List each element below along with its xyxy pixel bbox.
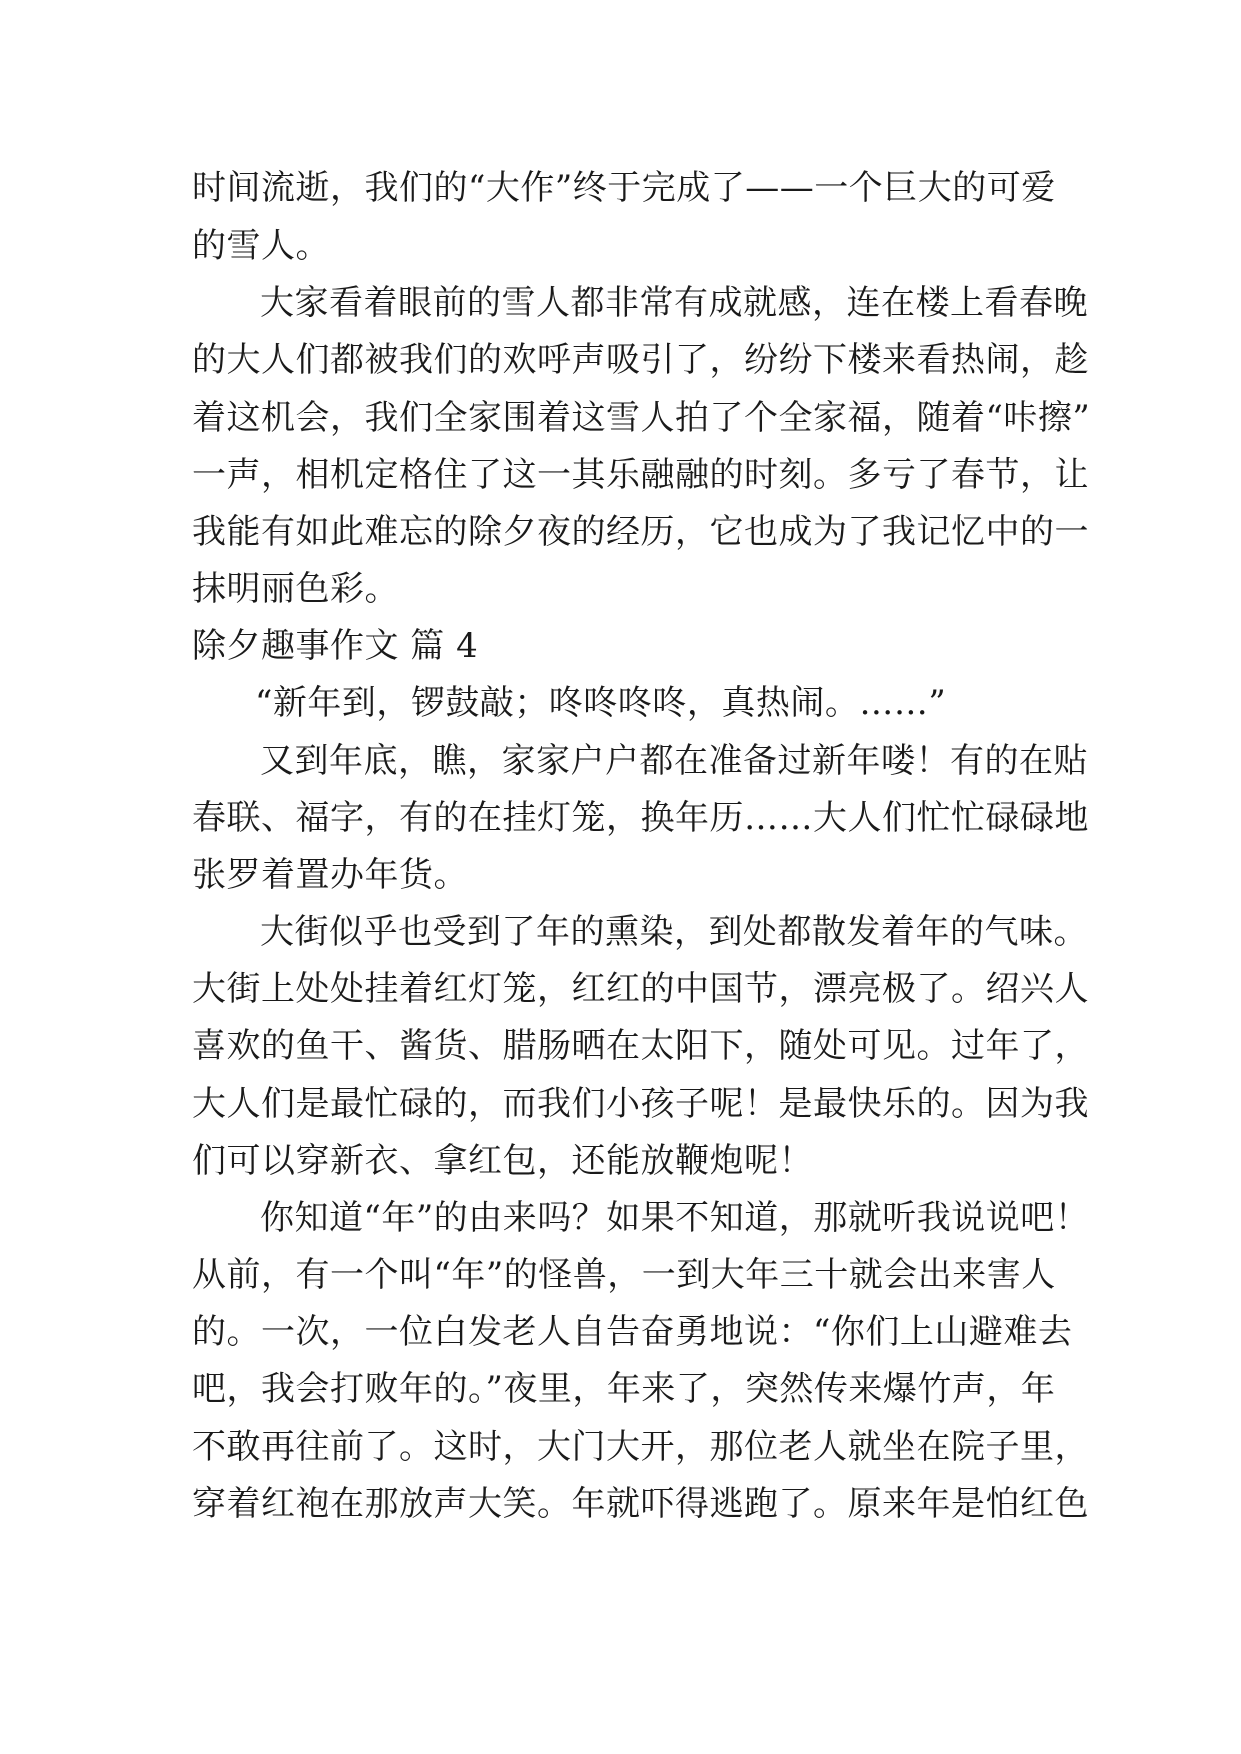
paragraph-line: 大家看着眼前的雪人都非常有成就感，连在楼上看春晚 (260, 283, 1088, 323)
text-line: 的雪人。 (192, 226, 330, 266)
text-line: 从前，有一个叫“年”的怪兽，一到大年三十就会出来害人 (192, 1255, 1056, 1295)
paragraph-line: “新年到，锣鼓敲；咚咚咚咚，真热闹。……” (255, 683, 947, 723)
text-line: 的大人们都被我们的欢呼声吸引了，纷纷下楼来看热闹，趁 (192, 340, 1089, 380)
text-line: 大街上处处挂着红灯笼，红红的中国节，漂亮极了。绍兴人 (192, 969, 1089, 1009)
text-line: 抹明丽色彩。 (192, 569, 399, 609)
text-line: 着这机会，我们全家围着这雪人拍了个全家福，随着“咔擦” (192, 398, 1091, 438)
text-line: 我能有如此难忘的除夕夜的经历，它也成为了我记忆中的一 (192, 512, 1089, 552)
text-line: 吧，我会打败年的。”夜里，年来了，突然传来爆竹声，年 (192, 1369, 1056, 1409)
text-line: 大人们是最忙碌的，而我们小孩子呢！是最快乐的。因为我 (192, 1084, 1089, 1124)
text-line: 穿着红袍在那放声大笑。年就吓得逃跑了。原来年是怕红色 (192, 1484, 1089, 1524)
text-line: 不敢再往前了。这时，大门大开，那位老人就坐在院子里， (192, 1427, 1089, 1467)
text-line: 一声，相机定格住了这一其乐融融的时刻。多亏了春节，让 (192, 455, 1089, 495)
text-line: 春联、福字，有的在挂灯笼，换年历……大人们忙忙碌碌地 (192, 798, 1089, 838)
paragraph-line: 大街似乎也受到了年的熏染，到处都散发着年的气味。 (260, 912, 1088, 952)
text-line: 们可以穿新衣、拿红包，还能放鞭炮呢！ (192, 1141, 813, 1181)
text-line: 的。一次，一位白发老人自告奋勇地说：“你们上山避难去 (192, 1312, 1073, 1352)
text-line: 张罗着置办年货。 (192, 855, 468, 895)
text-line: 喜欢的鱼干、酱货、腊肠晒在太阳下，随处可见。过年了， (192, 1026, 1089, 1066)
paragraph-line: 又到年底，瞧，家家户户都在准备过新年喽！有的在贴 (260, 741, 1088, 781)
section-heading: 除夕趣事作文 篇 4 (192, 626, 479, 666)
paragraph-line: 你知道“年”的由来吗？如果不知道，那就听我说说吧！ (260, 1198, 1090, 1238)
text-line: 时间流逝，我们的“大作”终于完成了——一个巨大的可爱 (192, 168, 1056, 208)
